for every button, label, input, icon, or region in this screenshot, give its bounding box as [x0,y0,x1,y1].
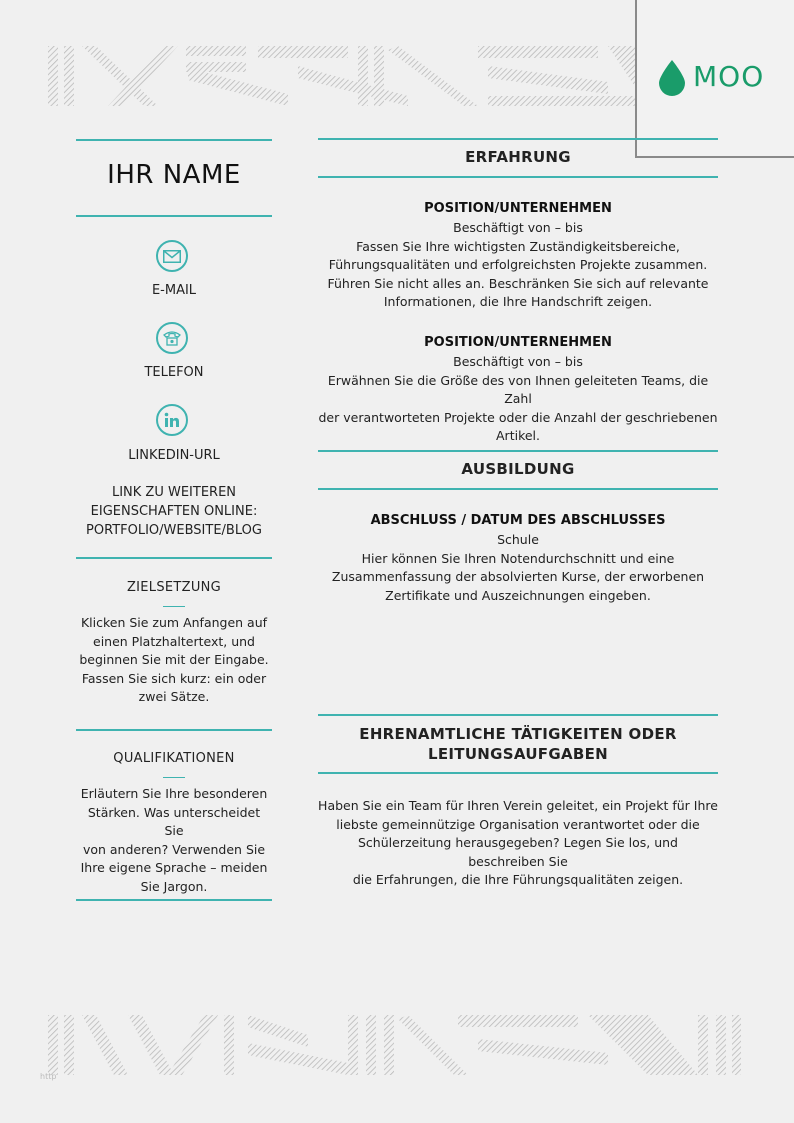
qualifications-line: Erläutern Sie Ihre besonderen [80,786,268,801]
footer-mark: http [40,1072,57,1081]
qualifications-underline [163,777,185,778]
job-line: der verantworteten Projekte oder die Anzahl der geschriebenen [318,409,718,425]
experience-rule-top [318,138,718,140]
telephone-icon [163,330,181,346]
volunteer-line: Haben Sie ein Team für Ihren Verein geleitet, ein Projekt für Ihre [318,798,718,813]
qualifications-text[interactable] [78,785,270,896]
experience-rule-bottom [318,176,718,178]
school-name: Schule [497,532,539,547]
job-dates: Beschäftigt von – bis [453,220,583,235]
job-line: Führen Sie nicht alles an. Beschränken Sie sich auf relevante [327,275,709,291]
sidebar-rule-bottom [76,899,272,901]
volunteer-body[interactable] [318,797,718,890]
job-line: Artikel. [496,428,540,443]
qualifications-line: von anderen? Verwenden Sie [82,841,266,857]
goal-line: Fassen Sie sich kurz: ein oder [81,670,267,686]
job-dates: Beschäftigt von – bis [453,354,583,369]
goal-line: beginnen Sie mit der Eingabe. [79,652,269,667]
job-body-2[interactable] [318,353,718,446]
volunteer-rule-bottom [318,772,718,774]
goal-line: einen Platzhaltertext, und [93,633,255,649]
logo-box [635,0,794,158]
education-line: Zusammenfassung der absolvierten Kurse, der erworbenen [331,569,705,584]
qualifications-line: Ihre eigene Sprache – meiden [80,860,268,875]
sidebar-rule-top [76,139,272,141]
job-title-2[interactable]: POSITION/UNTERNEHMEN [424,335,612,350]
volunteer-heading [318,724,718,764]
goal-heading: ZIELSETZUNG [126,580,222,595]
linkedin-icon-circle [156,404,188,436]
goal-underline [163,606,185,607]
goal-line: zwei Sätze. [138,689,210,704]
sidebar-rule-name [76,215,272,217]
sidebar-rule-qualifications [76,729,272,731]
job-line: Führungsqualitäten und erfolgreichsten Projekte zusammen. [328,257,708,272]
volunteer-line: Schülerzeitung herausgegeben? Legen Sie los, und beschreiben Sie [358,835,678,869]
job-body-1[interactable] [318,219,718,312]
linkedin-label[interactable]: LINKEDIN-URL [128,448,220,463]
qualifications-line: Sie Jargon. [140,878,208,894]
volunteer-heading-line: LEITUNGSAUFGABEN [428,745,608,763]
volunteer-line: die Erfahrungen, die Ihre Führungsqualitäten zeigen. [352,872,684,887]
goal-text[interactable] [78,614,270,707]
education-rule-bottom [318,488,718,490]
volunteer-rule-top [318,714,718,716]
qualifications-line: Stärken. Was unterscheidet Sie [87,804,261,838]
link-line-3[interactable]: PORTFOLIO/WEBSITE/BLOG [86,523,262,538]
email-icon-circle [156,240,188,272]
email-label[interactable]: E-MAIL [151,283,197,298]
person-name[interactable]: IHR NAME [107,160,241,190]
goal-line: Klicken Sie zum Anfangen auf [80,615,268,630]
education-heading: AUSBILDUNG [461,460,575,478]
experience-heading: ERFAHRUNG [465,148,571,166]
education-body[interactable] [318,531,718,605]
decorative-pattern-bottom [48,1015,741,1075]
job-title-1[interactable]: POSITION/UNTERNEHMEN [424,201,612,216]
volunteer-heading-line: EHRENAMTLICHE TÄTIGKEITEN ODER [359,725,677,743]
job-line: Fassen Sie Ihre wichtigsten Zuständigkeitsbereiche, [356,238,680,254]
job-line: Erwähnen Sie die Größe des von Ihnen geleiteten Teams, die Zahl [327,372,709,406]
linkedin-icon [164,412,180,428]
education-line: Zertifikate und Auszeichnungen eingeben. [385,587,651,603]
job-line: Informationen, die Ihre Handschrift zeigen. [383,294,653,309]
link-line-1[interactable]: LINK ZU WEITEREN [111,485,237,500]
sidebar-rule-goal [76,557,272,559]
water-drop-icon [659,60,685,96]
logo-text: MOO [693,60,765,93]
volunteer-line: liebste gemeinnützige Organisation verantwortet oder die [336,816,700,832]
education-line: Hier können Sie Ihren Notendurchschnitt und eine [361,550,675,566]
phone-icon-circle [156,322,188,354]
envelope-icon [163,250,181,263]
qualifications-heading: QUALIFIKATIONEN [113,751,235,766]
link-line-2[interactable]: EIGENSCHAFTEN ONLINE: [90,504,258,519]
phone-label[interactable]: TELEFON [144,365,204,380]
degree-title[interactable]: ABSCHLUSS / DATUM DES ABSCHLUSSES [370,513,666,528]
education-rule-top [318,450,718,452]
